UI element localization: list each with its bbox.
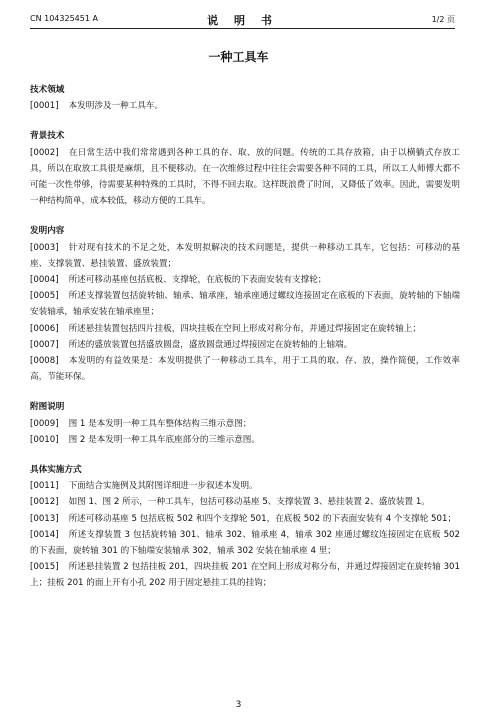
paragraph [30,337,460,353]
paragraph [30,98,460,114]
paragraph-text: 图 2 是本发明一种工具车底座部分的三维示意图。 [68,434,260,445]
section-heading: 附图说明 [30,402,65,413]
paragraph-number: [0002] [30,147,59,158]
paragraph-number: [0012] [30,497,59,508]
section-heading: 技术领域 [30,85,65,95]
paragraph [30,416,460,432]
page-number: 3 [235,700,242,710]
section-heading: 具体实施方式 [30,465,82,476]
paragraph-text: 所述支撑装置包括旋转轴、轴承、轴承座，轴承座通过螺纹连接固定在底板的下表面，旋转轴的下轴端安装轴承，轴承安装在轴承座里； [30,291,460,318]
paragraph-number: [0006] [30,323,59,334]
paragraph-number: [0010] [30,434,59,445]
paragraph [30,321,460,337]
paragraph [30,432,460,448]
paragraph [30,353,460,385]
paragraph-text: 图 1 是本发明一种工具车整体结构三维示意图； [68,418,252,429]
paragraph [30,288,460,320]
section-heading: 发明内容 [30,226,65,237]
paragraph [30,272,460,288]
section-heading: 背景技术 [30,131,65,142]
paragraph-number: [0007] [30,339,59,350]
paragraph [30,478,460,494]
paragraph-text: 针对现有技术的不足之处，本发明拟解决的技术问题是，提供一种移动工具车，它包括：可移动的基座、支撑装置、悬挂装置、盛放装置； [30,242,460,269]
paragraph-text: 所述的盛放装置包括盛放圆盘，盛放圆盘通过焊接固定在旋转轴的上轴端。 [68,339,353,350]
document-type: 说 明 书 [207,14,278,27]
paragraph-text: 所述悬挂装置包括四片挂板，四块挂板在空间上形成对称分布，并通过焊接固定在旋转轴上； [68,323,421,334]
paragraph-text: 本发明的有益效果是：本发明提供了一种移动工具车，用于工具的取、存、放，操作简便，工作效率高，节能环保。 [30,356,460,383]
paragraph-text: 所述悬挂装置 2 包括挂板 201，四块挂板 201 在空间上形成对称分布，并通过焊接固定在旋转轴 301 上；挂板 201 的面上开有小孔 202 用于固定悬挂工具的挂钩； [30,562,460,589]
patent-number: CN 104325451 A [30,14,98,23]
page-of-label: 1/2 页 [431,15,455,24]
paragraph [30,145,460,210]
paragraph-number: [0011] [30,481,59,492]
header-divider [30,28,455,29]
paragraph-number: [0001] [30,101,59,112]
paragraph-number: [0003] [30,242,59,253]
paragraph-text: 在日常生活中我们常常遇到各种工具的存、取、放的问题。传统的工具存放箱，由于以横躺式存放工具，所以在取放工具很是麻烦，且不便移动。在一次维修过程中往往会需要各种不同的工具，所以工人师傅大都不可能一次性带够，待需要某种特殊的工具时，不得不回去取。这样既浪费了时间，又降低了效率。因此，需要发明一种结构简单，成本较低，移动方便的工具车。 [30,147,460,207]
page-header [30,12,455,26]
paragraph [30,494,460,510]
paragraph [30,527,460,559]
paragraph [30,511,460,527]
paragraph-number: [0005] [30,291,59,302]
paragraph-text: 本发明涉及一种工具车。 [68,101,164,112]
paragraph-text: 如图 1、图 2 所示，一种工具车，包括可移动基座 5、支撑装置 3、悬挂装置 2、盛放装置 1。 [68,497,430,508]
paragraph-number: [0004] [30,275,59,286]
paragraph-text: 所述支撑装置 3 包括旋转轴 301、轴承 302、轴承座 4，轴承 302 座通过螺纹连接固定在底板 502 的下表面，旋转轴 301 的下轴端安装轴承 302，轴承 302 安装在轴承座 4 里； [30,529,460,557]
paragraph-text: 所述可移动基座 5 包括底板 502 和四个支撑轮 501，在底板 502 的下表面安装有 4 个支撑轮 501； [68,513,457,524]
paragraph [30,559,460,591]
paragraph-number: [0008] [30,356,59,367]
paragraph [30,240,460,272]
paragraph-number: [0009] [30,418,59,429]
paragraph-text: 所述可移动基座包括底板、支撑轮，在底板的下表面安装有支撑轮； [68,275,327,286]
paragraph-text: 下面结合实施例及其附图详细进一步叙述本发明。 [68,481,258,492]
document-title: 一种工具车 [208,50,269,64]
paragraph-number: [0014] [30,529,59,540]
paragraph-number: [0015] [30,562,59,573]
paragraph-number: [0013] [30,513,59,524]
document-body [30,82,460,592]
